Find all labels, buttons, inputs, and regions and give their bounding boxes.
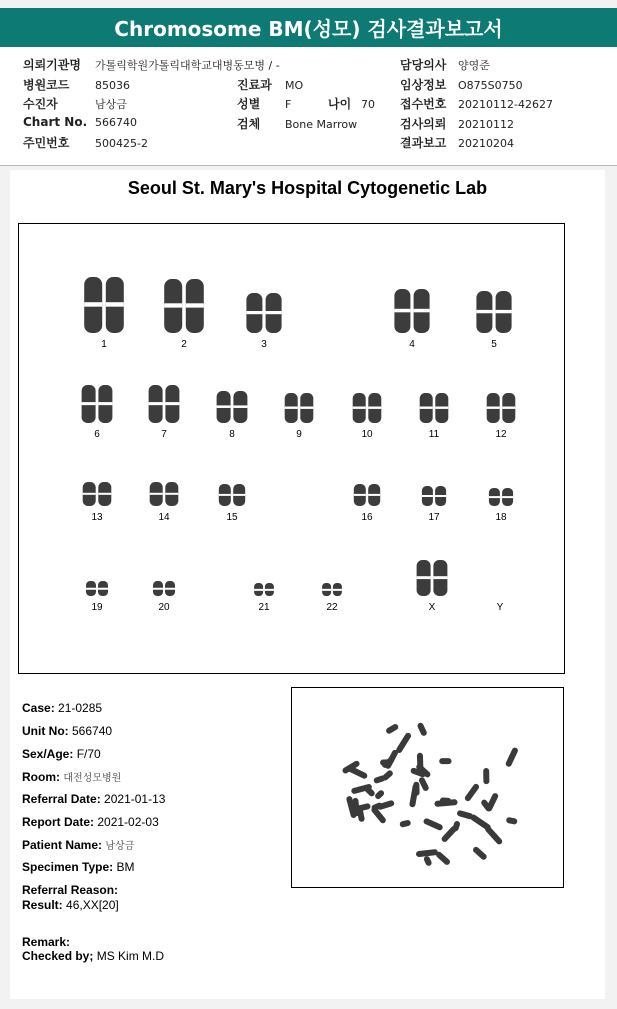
centromere-X: [433, 576, 447, 579]
chromosome-label-2: 2: [181, 339, 187, 350]
centromere-X: [417, 576, 431, 579]
centromere-19: [98, 588, 108, 590]
header-age: 나이 70: [328, 97, 375, 111]
centromere-2: [164, 303, 182, 307]
centromere-16: [354, 494, 366, 496]
field-sex-age: Sex/Age: F/70: [22, 747, 101, 761]
metaphase-chromosome: [423, 817, 444, 831]
metaphase-chromosome: [416, 849, 439, 857]
centromere-14: [150, 493, 163, 495]
chromosome-label-7: 7: [161, 429, 167, 440]
centromere-20: [153, 588, 163, 590]
chromosome-label-10: 10: [361, 429, 373, 440]
centromere-1: [106, 302, 124, 306]
field-report-date: Report Date: 2021-02-03: [22, 815, 159, 829]
metaphase-chromosome: [384, 749, 399, 770]
centromere-21: [265, 589, 274, 591]
metaphase-chromosome: [440, 797, 452, 804]
header-request-date: 검사의뢰 20210112: [400, 117, 514, 131]
centromere-5: [476, 310, 492, 313]
header-department: 진료과 MO: [237, 78, 304, 92]
field-patient-name: Patient Name: 남상금: [22, 838, 135, 852]
header-specimen: 검체 Bone Marrow: [237, 117, 358, 131]
centromere-10: [353, 407, 366, 409]
field-remark: Remark:: [22, 935, 71, 949]
header-org: 의뢰기관명 가톨릭학원가톨릭대학교대병동모병 / -: [23, 58, 280, 72]
chromosome-label-5: 5: [491, 339, 497, 350]
karyogram-figure: [19, 224, 564, 673]
header-clinical-info: 임상정보 O875S0750: [400, 78, 523, 92]
chromosome-label-6: 6: [94, 429, 100, 440]
centromere-11: [420, 407, 433, 409]
metaphase-chromosome: [395, 732, 412, 754]
centromere-2: [186, 303, 204, 307]
header-doctor: 담당의사 양영준: [400, 58, 490, 72]
chromosome-label-1: 1: [101, 339, 107, 350]
chromosome-label-X: X: [428, 602, 436, 613]
metaphase-chromosome: [456, 810, 473, 820]
field-specimen-type: Specimen Type: BM: [22, 860, 135, 874]
metaphase-chromosome: [505, 747, 519, 768]
metaphase-chromosome: [464, 783, 481, 803]
metaphase-chromosome: [484, 825, 504, 846]
field-case: Case: 21-0285: [22, 701, 103, 715]
metaphase-image: [291, 687, 564, 888]
field-checked-by: Checked by; MS Kim M.D: [22, 949, 165, 963]
field-referral-date: Referral Date: 2021-01-13: [22, 792, 166, 806]
centromere-7: [149, 402, 163, 405]
chromosome-label-11: 11: [428, 429, 440, 440]
centromere-21: [254, 589, 263, 591]
centromere-11: [435, 407, 448, 409]
chromosome-label-Y: Y: [496, 602, 504, 613]
chromosome-label-8: 8: [229, 429, 235, 440]
header-hospital-code: 병원코드 85036: [23, 78, 130, 92]
centromere-15: [233, 494, 245, 496]
centromere-9: [285, 407, 298, 409]
metaphase-chromosome: [418, 776, 430, 792]
centromere-8: [233, 405, 247, 408]
chromosome-label-3: 3: [261, 339, 267, 350]
metaphase-chromosome: [423, 855, 433, 867]
centromere-17: [422, 495, 433, 497]
metaphase-chromosome: [472, 846, 488, 861]
metaphase-chromosome: [380, 759, 391, 765]
metaphase-chromosome: [374, 789, 385, 800]
report-sheet: [10, 170, 605, 999]
metaphase-figure: [292, 688, 563, 887]
metaphase-chromosome: [385, 723, 399, 735]
header-chart-no: Chart No. 566740: [23, 115, 137, 129]
centromere-3: [266, 311, 282, 314]
centromere-4: [394, 309, 410, 313]
centromere-1: [84, 302, 102, 306]
centromere-12: [487, 407, 500, 409]
centromere-18: [489, 496, 500, 498]
centromere-22: [322, 589, 331, 591]
karyotype-image: [18, 223, 565, 674]
chromosome-label-14: 14: [158, 512, 170, 523]
centromere-7: [165, 402, 179, 405]
field-unit-no: Unit No: 566740: [22, 724, 113, 738]
field-result: Result: 46,XX[20]: [22, 898, 119, 912]
header-resident-no: 주민번호 500425-2: [23, 136, 148, 150]
centromere-20: [165, 588, 175, 590]
metaphase-chromosome: [439, 758, 451, 764]
chromosome-label-21: 21: [258, 602, 270, 613]
chromosome-label-16: 16: [361, 512, 373, 523]
metaphase-chromosome: [417, 722, 428, 737]
chromosome-label-13: 13: [91, 512, 103, 523]
chromosome-label-15: 15: [226, 512, 238, 523]
centromere-6: [98, 402, 112, 405]
chromosome-label-20: 20: [158, 602, 170, 613]
centromere-19: [86, 588, 96, 590]
field-room: Room: 대전성모병원: [22, 770, 122, 784]
centromere-17: [435, 495, 446, 497]
metaphase-chromosome: [376, 800, 395, 811]
metaphase-chromosome: [399, 819, 411, 827]
centromere-6: [82, 402, 96, 405]
metaphase-chromosome: [483, 768, 489, 784]
centromere-12: [502, 407, 515, 409]
centromere-4: [414, 309, 430, 313]
centromere-14: [165, 493, 178, 495]
metaphase-chromosome: [417, 753, 424, 771]
header-sex: 성별 F: [237, 97, 292, 111]
chromosome-label-9: 9: [296, 429, 302, 440]
centromere-18: [502, 496, 513, 498]
field-referral-reason: Referral Reason:: [22, 883, 119, 897]
centromere-8: [217, 405, 231, 408]
chromosome-label-12: 12: [495, 429, 507, 440]
chromosome-label-17: 17: [428, 512, 440, 523]
centromere-9: [300, 407, 313, 409]
centromere-13: [83, 493, 96, 495]
lab-title: Seoul St. Mary's Hospital Cytogenetic Lab: [127, 178, 488, 198]
centromere-5: [496, 310, 512, 313]
metaphase-chromosome: [409, 783, 419, 807]
header-report-date: 결과보고 20210204: [400, 136, 514, 150]
centromere-3: [246, 311, 262, 314]
header-receipt-no: 접수번호 20210112-42627: [400, 97, 553, 111]
centromere-15: [219, 494, 231, 496]
patient-header: [0, 47, 617, 166]
chromosome-label-19: 19: [91, 602, 103, 613]
centromere-13: [98, 493, 111, 495]
header-patient: 수진자 남상금: [23, 97, 127, 111]
chromosome-label-18: 18: [495, 512, 507, 523]
centromere-16: [368, 494, 380, 496]
centromere-10: [368, 407, 381, 409]
centromere-22: [333, 589, 342, 591]
metaphase-chromosome: [506, 817, 518, 825]
chromosome-label-4: 4: [409, 339, 415, 350]
report-title: Chromosome BM(성모) 검사결과보고서: [0, 8, 617, 47]
chromosome-label-22: 22: [326, 602, 338, 613]
